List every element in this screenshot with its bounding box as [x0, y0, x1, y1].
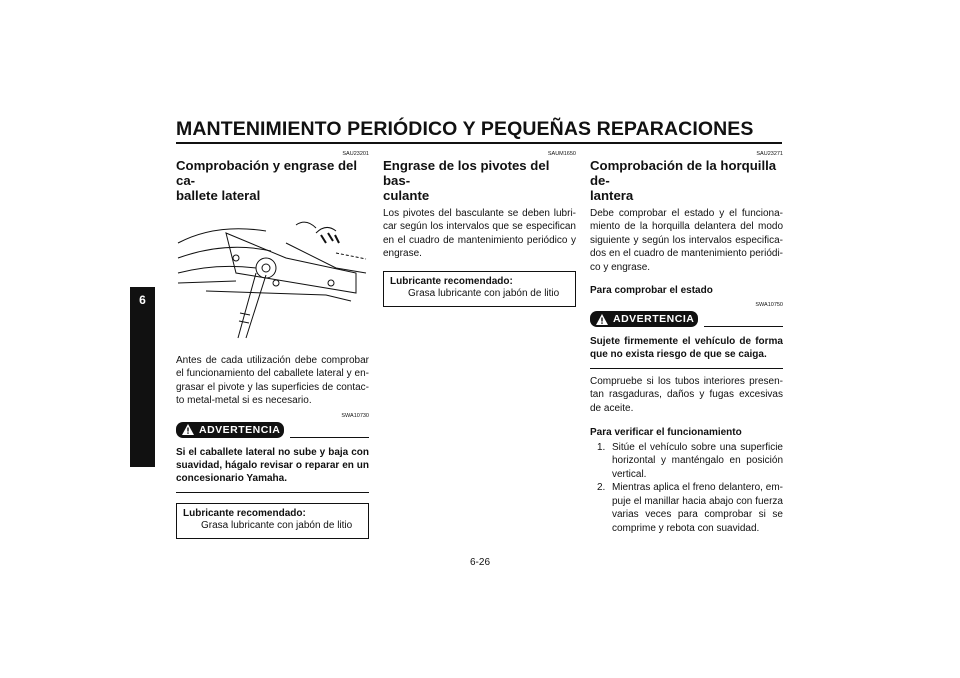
lubricant-value: Grasa lubricante con jabón de litio [408, 288, 560, 300]
section-heading-line1: Comprobación y engrase del ca- [176, 158, 358, 188]
section-heading-line2: lantera [590, 188, 634, 203]
warning-line [704, 326, 783, 327]
warning-triangle-icon [182, 424, 194, 435]
list-item [590, 441, 783, 481]
column-sidestand [176, 146, 369, 539]
section-heading [383, 158, 576, 203]
section-paragraph-2: Compruebe si los tubos interiores presen-tan rasgaduras, daños y fugas excesivas de aceite. [590, 375, 783, 414]
warning-text: Sujete firmemente el vehículo de forma que no exista riesgo de que se caiga. [590, 336, 783, 361]
steps-list [590, 441, 783, 535]
warning-line [290, 437, 369, 438]
warning-badge [176, 422, 284, 438]
step-text: Sitúe el vehículo sobre una superficie horizontal y manténgalo en posición vertical. [612, 442, 783, 480]
lubricant-box [176, 503, 369, 539]
section-heading [590, 158, 783, 203]
lubricant-label: Lubricante recomendado: [390, 275, 513, 287]
section-heading-line2: ballete lateral [176, 188, 261, 203]
title-rule [176, 142, 782, 144]
warning-code: SWA10750 [755, 302, 783, 309]
step-text: Mientras aplica el freno delantero, em-puje el manillar hacia abajo con fuerza varias veces para comprobar si se comprime y rebota con suavidad. [612, 482, 783, 534]
warning-triangle-icon [596, 314, 608, 325]
step-number: 1. [597, 442, 606, 454]
warning-header [590, 311, 783, 329]
section-heading-line2: culante [383, 188, 430, 203]
page-number: 6-26 [469, 557, 490, 568]
warning-code: SWA10730 [341, 412, 369, 419]
lubricant-label: Lubricante recomendado: [183, 507, 306, 519]
warning-rule [590, 368, 783, 369]
list-item [590, 481, 783, 535]
section-code: SAUM1650 [547, 151, 576, 157]
warning-label: ADVERTENCIA [613, 313, 695, 326]
section-paragraph: Debe comprobar el estado y el funciona-miento de la horquilla delantera del modo siguiente y según los intervalos especifica-dos en el cuadro de mantenimiento periódi-co y engrase. [590, 208, 783, 273]
section-paragraph: Antes de cada utilización debe comprobar el funcionamiento del caballete lateral y en-grasar el pivote y las superficies de contac-to metal-metal si es necesario. [176, 355, 369, 407]
page-title: MANTENIMIENTO PERIÓDICO Y PEQUEÑAS REPARACIONES [176, 118, 754, 140]
chapter-tab [130, 287, 155, 467]
section-code: SAU23271 [756, 151, 783, 157]
warning-rule [176, 492, 369, 493]
warning-header [176, 422, 369, 440]
section-code: SAU23201 [342, 151, 369, 157]
section-paragraph: Los pivotes del basculante se deben lubri-car según los intervalos que se especifican en el cuadro de mantenimiento periódico y engrase. [383, 208, 576, 260]
warning-text: Si el caballete lateral no sube y baja con suavidad, hágalo revisar o reparar en un concesionario Yamaha. [176, 446, 369, 485]
section-heading [176, 158, 369, 203]
warning-label: ADVERTENCIA [199, 423, 281, 436]
subheading-operation: Para verificar el funcionamiento [590, 427, 742, 439]
column-swingarm [383, 146, 576, 307]
section-heading-line1: Comprobación de la horquilla de- [590, 158, 777, 188]
subheading-condition: Para comprobar el estado [590, 285, 713, 297]
sidestand-illustration [176, 213, 369, 341]
lubricant-box [383, 271, 576, 307]
warning-badge [590, 311, 698, 327]
lubricant-value: Grasa lubricante con jabón de litio [201, 520, 353, 532]
chapter-tab-number: 6 [139, 293, 146, 307]
column-front-fork [590, 146, 783, 535]
section-heading-line1: Engrase de los pivotes del bas- [383, 158, 550, 188]
step-number: 2. [597, 482, 606, 494]
